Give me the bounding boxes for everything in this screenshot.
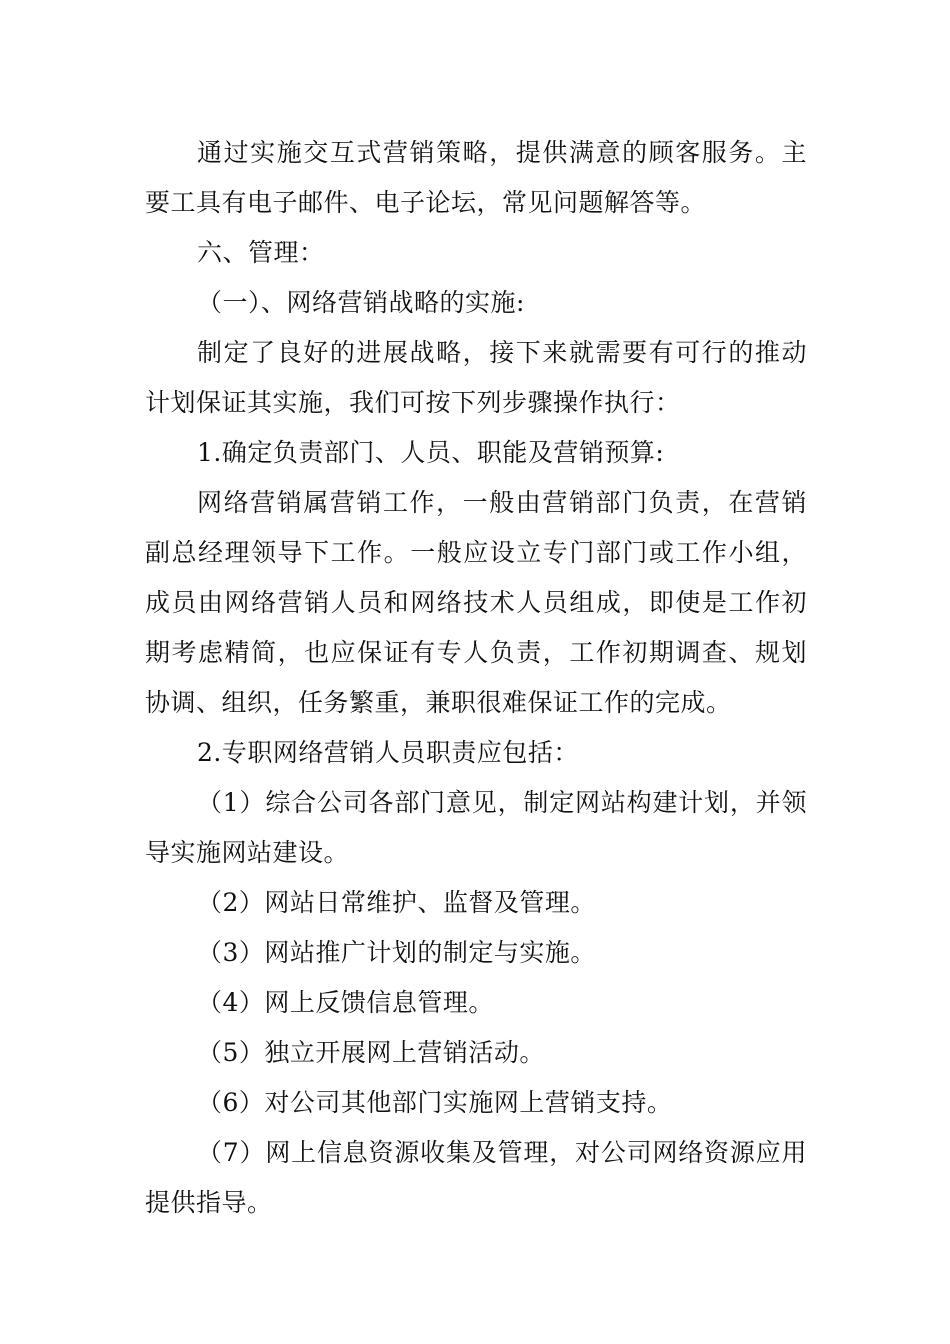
list-item: （5）独立开展网上营销活动。 bbox=[197, 1038, 545, 1067]
list-item: （2）网站日常维护、监督及管理。 bbox=[197, 888, 596, 917]
subsection-heading-strategy-implementation: （一）、网络营销战略的实施: bbox=[197, 288, 525, 317]
document-body bbox=[145, 128, 807, 1228]
list-item: （1）综合公司各部门意见，制定网站构建计划，并领导实施网站建设。 bbox=[145, 788, 807, 867]
list-item: （6）对公司其他部门实施网上营销支持。 bbox=[197, 1088, 673, 1117]
list-item: （3）网站推广计划的制定与实施。 bbox=[197, 938, 596, 967]
paragraph-department-responsibility: 网络营销属营销工作，一般由营销部门负责，在营销副总经理领导下工作。一般应设立专门部门或工作小组，成员由网络营销人员和网络技术人员组成，即使是工作初期考虑精简，也应保证有专人负责，工作初期调查、规划协调、组织，任务繁重，兼职很难保证工作的完成。 bbox=[145, 488, 807, 717]
list-item: （7）网上信息资源收集及管理，对公司网络资源应用提供指导。 bbox=[145, 1138, 807, 1217]
list-item: （4）网上反馈信息管理。 bbox=[197, 988, 494, 1017]
item-heading-responsibility: 1.确定负责部门、人员、职能及营销预算: bbox=[197, 438, 665, 467]
paragraph-implementation-plan: 制定了良好的进展战略，接下来就需要有可行的推动计划保证其实施，我们可按下列步骤操作执行： bbox=[145, 338, 807, 417]
item-heading-staff-duties: 2.专职网络营销人员职责应包括： bbox=[197, 738, 579, 767]
paragraph-interactive-marketing: 通过实施交互式营销策略，提供满意的顾客服务。主要工具有电子邮件、电子论坛，常见问题解答等。 bbox=[145, 138, 807, 217]
section-heading-management: 六、管理： bbox=[197, 238, 325, 267]
